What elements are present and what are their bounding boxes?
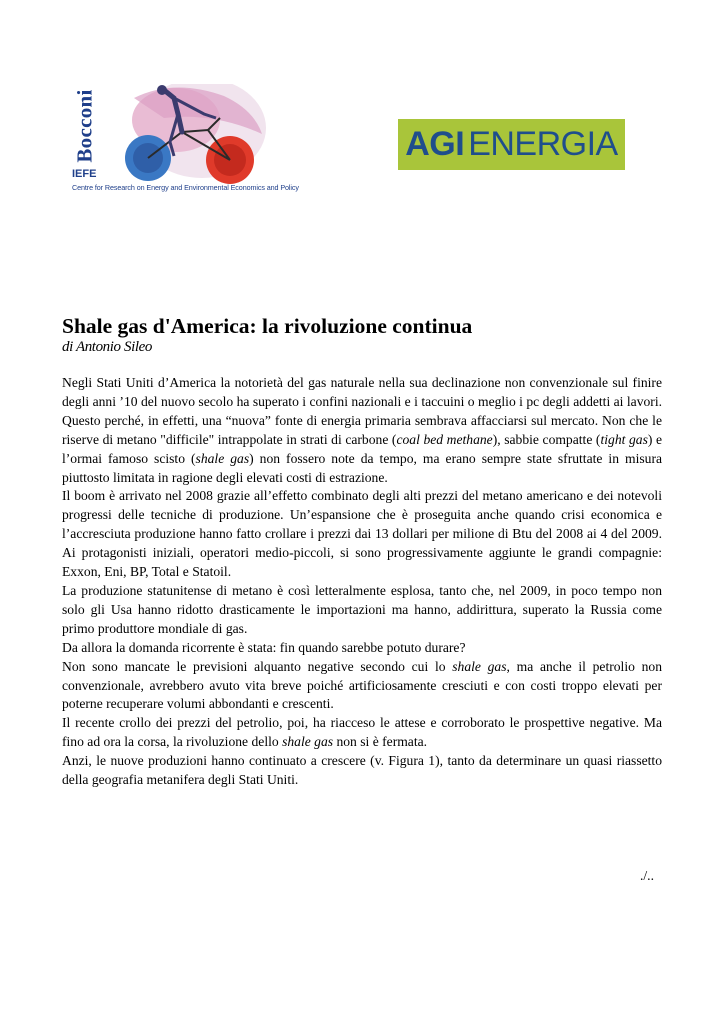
continuation-mark: ./.. [640, 868, 654, 883]
bocconi-wordmark [72, 84, 98, 168]
bocconi-iefe-logo [72, 84, 312, 196]
article-byline: di Antonio Sileo [62, 339, 152, 355]
bocconi-name: Bocconi [72, 89, 97, 163]
energia-word: ENERGIA [468, 125, 618, 163]
iefe-name: IEFE [72, 168, 97, 180]
paragraph-5: Non sono mancate le previsioni alquanto negative secondo cui lo shale gas, ma anche il petrolio non convenzionale, avrebbero avuto vita breve poiché artificiosamente cresciuti e con costi troppo elevati per poterne recuperare volumi abbondanti e crescenti. [62, 658, 663, 712]
agi-energia-logo [398, 119, 625, 170]
article-title: Shale gas d'America: la rivoluzione continua [62, 314, 473, 338]
paragraph-1: Negli Stati Uniti d’America la notorietà del gas naturale nella sua declinazione non convenzionale sul finire degli anni ’10 del nuovo secolo ha superato i confini nazionali e i taccuini o meglio i pc degli addetti ai lavori. Questo perché, in effetti, una “nuova” fonte di energia primaria sembrava affacciarsi sul mercato. Non che le riserve di metano "difficile" intrappolate in strati di carbone (coal bed methane), sabbie compatte (tight gas) e l’ormai famoso scisto (shale gas) non fossero note da tempo, ma erano sempre state sfruttate in misura piuttosto limitata in ragione degli elevati costi di estrazione. [62, 375, 663, 485]
paragraph-3: La produzione statunitense di metano è così letteralmente esplosa, tanto che, nel 2009, in poco tempo non solo gli Usa hanno ridotto drasticamente le importazioni ma hanno, addirittura, superato la Russia come primo produttore mondiale di gas. [62, 582, 662, 636]
paragraph-4: Da allora la domanda ricorrente è stata: fin quando sarebbe potuto durare? [62, 639, 466, 655]
bicycle-illustration-icon [104, 84, 274, 184]
agi-word: AGI [405, 125, 465, 163]
paragraph-2: Il boom è arrivato nel 2008 grazie all’effetto combinato degli alti prezzi del metano americano e dei notevoli progressi delle tecniche di produzione. Un’espansione che è proseguita anche quando crisi economica e l’accresciuta produzione hanno fatto crollare i prezzi dai 13 dollari per milione di Btu del 2008 ai 4 del 2009. Ai protagonisti iniziali, operatori medio-piccoli, si sono progressivamente aggiunte le grandi compagnie: Exxon, Eni, BP, Total e Statoil. [62, 488, 662, 580]
paragraph-7: Anzi, le nuove produzioni hanno continuato a crescere (v. Figura 1), tanto da determinare un quasi riassetto della geografia metanifera degli Stati Uniti. [62, 753, 662, 788]
paragraph-6: Il recente crollo dei prezzi del petrolio, poi, ha riacceso le attese e corroborato le prospettive negative. Ma fino ad ora la corsa, la rivoluzione dello shale gas non si è fermata. [62, 715, 662, 750]
iefe-subtitle: Centre for Research on Energy and Environmental Economics and Policy [72, 183, 299, 192]
article-body [62, 374, 662, 790]
